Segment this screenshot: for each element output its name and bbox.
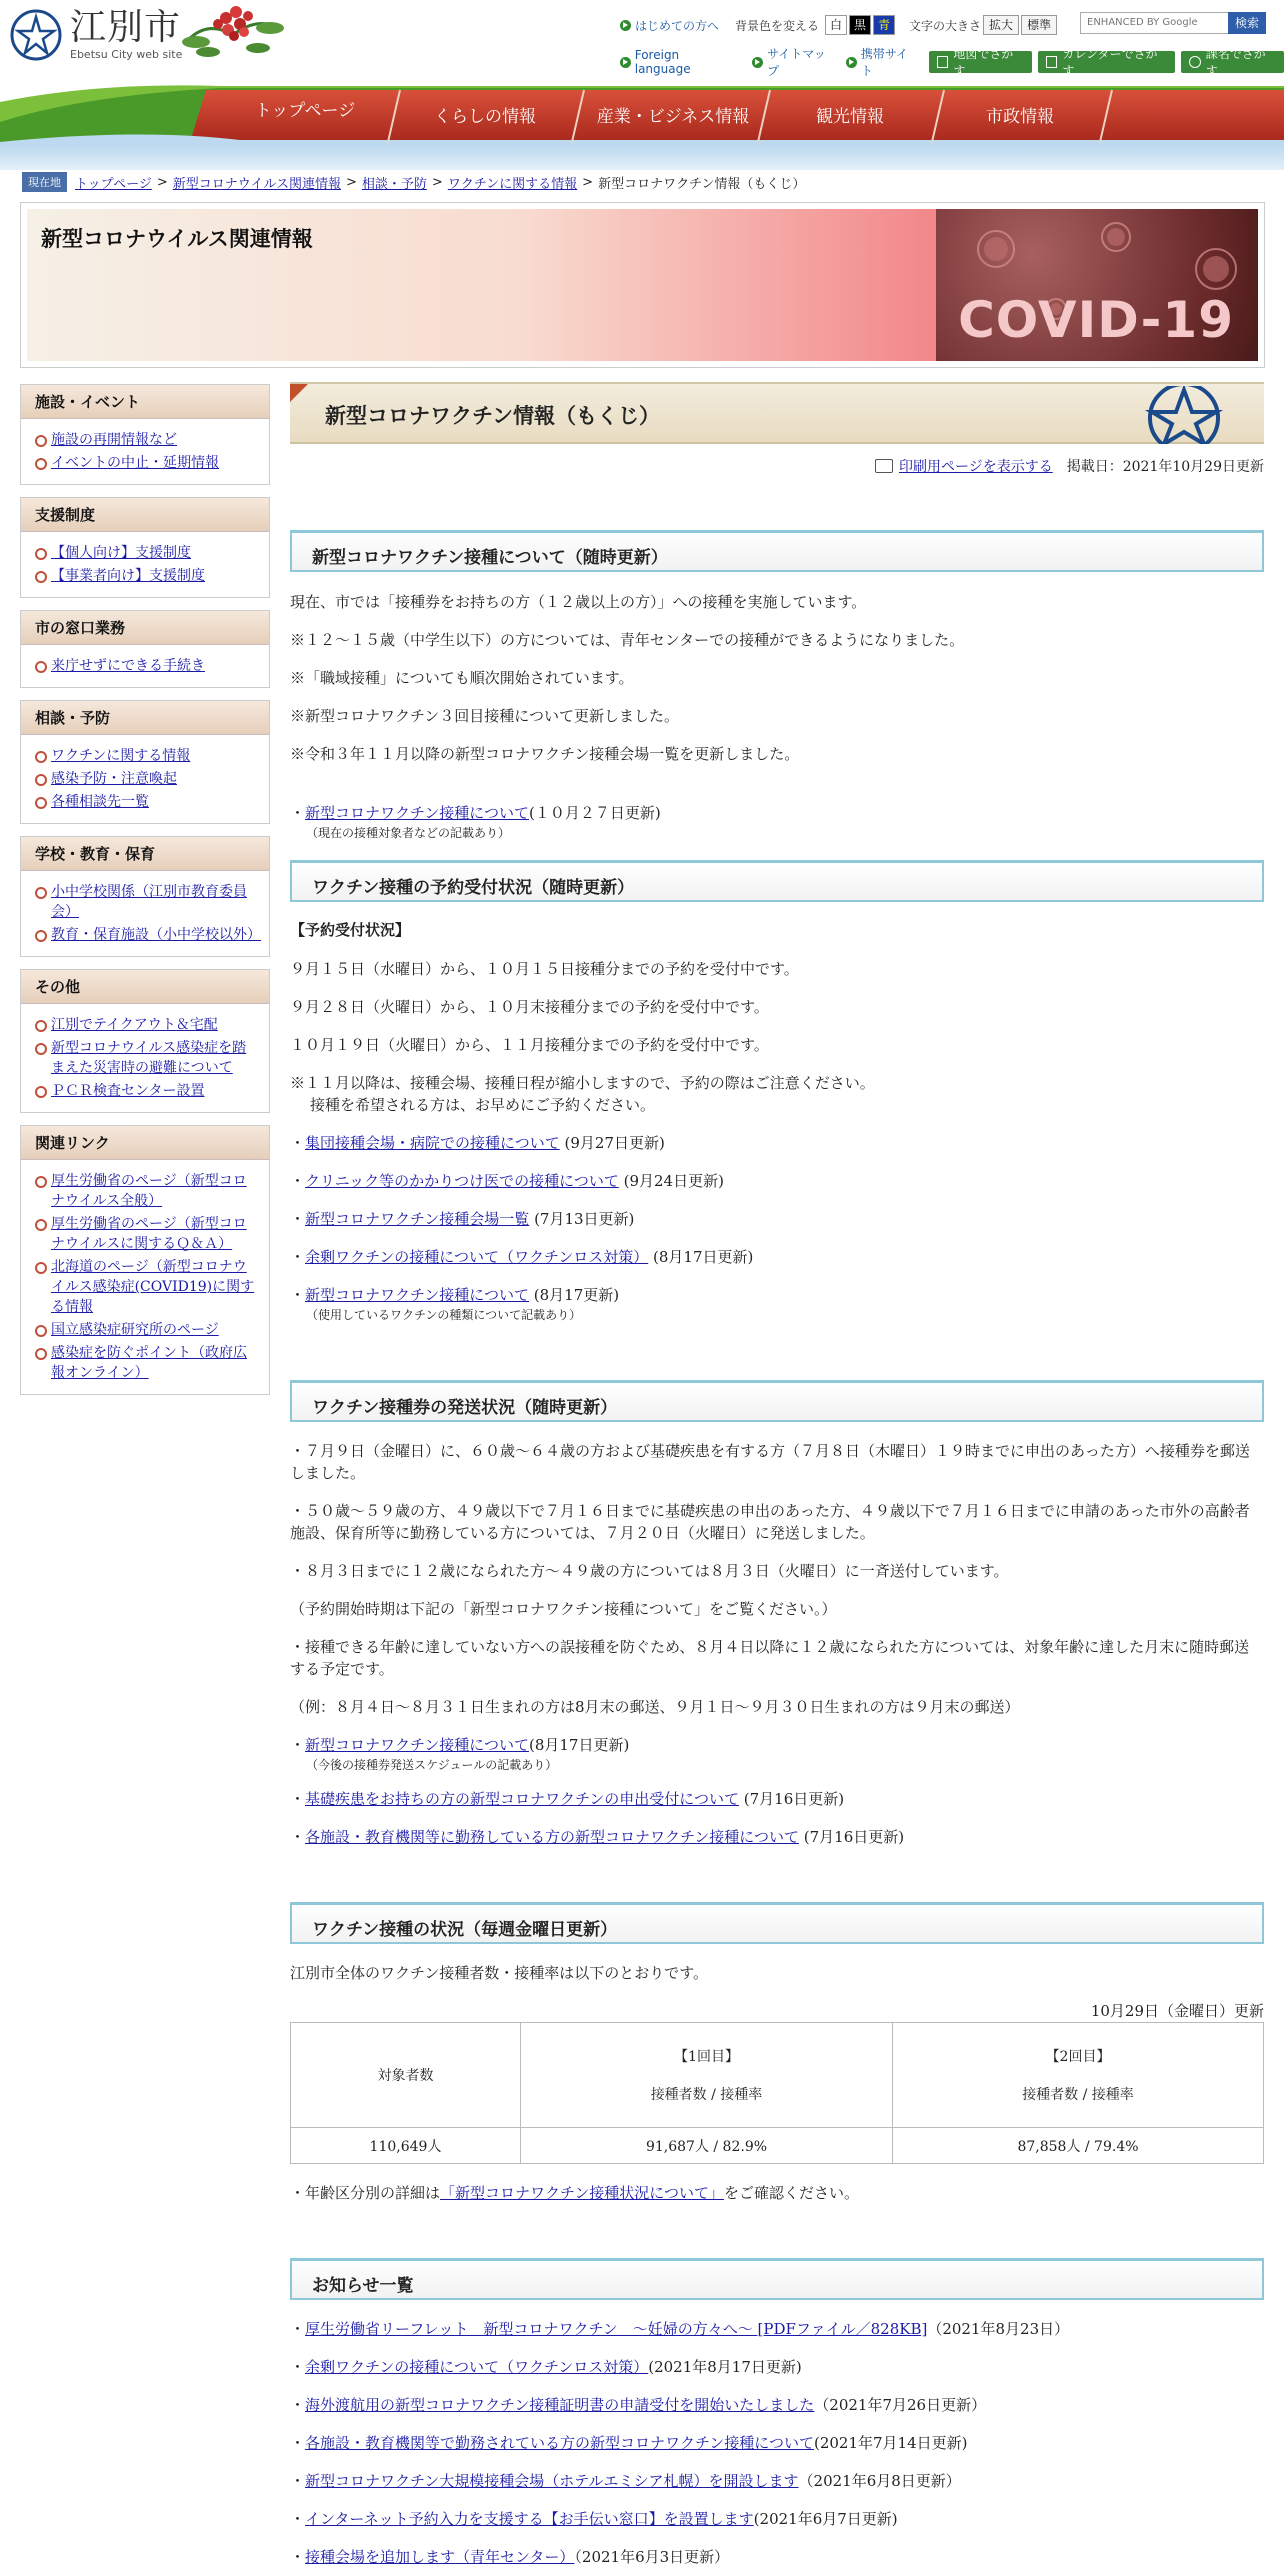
sidebar-item[interactable]: 感染症を防ぐポイント（政府広報オンライン） [33, 1343, 259, 1383]
sidebar-box-support [20, 497, 270, 598]
top-utility-row [620, 15, 1057, 35]
paragraph: （予約開始時期は下記の「新型コロナワクチン接種について」をご覧ください。） [290, 1600, 837, 1618]
paragraph: ※「職域接種」についても順次開始されています。 [290, 669, 634, 687]
covid-banner-text: COVID-19 [958, 291, 1234, 349]
arrow-bullet-icon [620, 20, 631, 31]
nav-top-page[interactable]: トップページ [254, 100, 356, 121]
foreign-language-link[interactable]: Foreign language [620, 48, 736, 76]
paragraph: ・接種できる年齢に達していない方への誤接種を防ぐため、８月４日以降に１２歳になられた方については、対象年齢に達した月末に随時郵送する予定です。 [290, 1638, 1250, 1678]
sidebar-heading: 施設・イベント [21, 385, 269, 419]
paragraph: ・８月３日までに１２歳になられた方～４９歳の方については８月３日（火曜日）に一斉送付しています。 [290, 1562, 1009, 1580]
table-header-dose1: 【1回目】 接種者数 / 接種率 [521, 2023, 893, 2128]
sidebar-item[interactable]: 感染予防・注意喚起 [33, 769, 259, 789]
vaccination-stats-table [290, 2022, 1264, 2164]
link-item: ・余剰ワクチンの接種について（ワクチンロス対策） (8月17日更新) [290, 1248, 754, 1266]
paragraph: ・５０歳～５９歳の方、４９歳以下で７月１６日までに基礎疾患の申出のあった方、４９歳以下で７月１６日までに申請のあった市外の高齢者施設、保育所等に勤務している方については、７月２０日（火曜日）に発送しました。 [290, 1502, 1250, 1542]
paragraph: ９月２８日（火曜日）から、１０月末接種分までの予約を受付中です。 [290, 998, 769, 1016]
sidebar-box-facilities [20, 384, 270, 485]
sidebar-heading: 相談・予防 [21, 701, 269, 735]
sidebar-item[interactable]: ワクチンに関する情報 [33, 746, 259, 766]
person-icon [1189, 56, 1201, 68]
font-size-label: 文字の大きさ [909, 18, 982, 33]
paragraph: ・年齢区分別の詳細は「新型コロナワクチン接種状況について」をご確認ください。 [290, 2184, 859, 2202]
venue-list-link[interactable]: 新型コロナワクチン接種会場一覧 [305, 1210, 530, 1228]
sidebar-heading: その他 [21, 970, 269, 1004]
sidebar-item[interactable]: 厚生労働省のページ（新型コロナウイルスに関するＱ＆Ａ） [33, 1214, 259, 1254]
sidebar [20, 384, 270, 1407]
notice-link[interactable]: インターネット予約入力を支援する【お手伝い窓口】を設置します [305, 2510, 754, 2528]
breadcrumb-link[interactable]: 新型コロナウイルス関連情報 [172, 176, 341, 192]
bg-color-label: 背景色を変える [735, 18, 820, 33]
mobile-site-link[interactable]: 携帯サイト [846, 45, 918, 79]
sky-strip [0, 146, 1284, 170]
sidebar-box-links [20, 1125, 270, 1395]
paragraph: ※１２～１５歳（中学生以下）の方については、青年センターでの接種ができるようになりました。 [290, 631, 965, 649]
sidebar-item[interactable]: 【個人向け】支援制度 [33, 543, 259, 563]
section-heading: ワクチン接種券の発送状況（随時更新） [290, 1380, 1264, 1422]
notice-item: ・各施設・教育機関等で勤務されている方の新型コロナワクチン接種について(2021年7月14日更新) [290, 2434, 968, 2452]
calendar-search-button[interactable]: カレンダーでさがす [1038, 51, 1175, 73]
bg-white-button[interactable]: 白 [825, 15, 847, 35]
page-title-bar [290, 382, 1264, 444]
section-banner [20, 202, 1265, 368]
font-enlarge-button[interactable]: 拡大 [983, 15, 1019, 35]
sidebar-item[interactable]: 北海道のページ（新型コロナウイルス感染症(COVID19)に関する情報 [33, 1257, 259, 1317]
sidebar-heading: 支援制度 [21, 498, 269, 532]
section-heading: ワクチン接種の状況（毎週金曜日更新） [290, 1902, 1264, 1944]
sidebar-heading: 学校・教育・保育 [21, 837, 269, 871]
logo-title: 江別市 [70, 7, 182, 48]
table-cell-target: 110,649人 [291, 2128, 521, 2164]
arrow-bullet-icon [846, 57, 857, 68]
link-note: （現在の接種対象者などの記載あり） [306, 826, 511, 840]
paragraph: ※新型コロナワクチン３回目接種について更新しました。 [290, 707, 679, 725]
section-heading: お知らせ一覧 [290, 2258, 1264, 2300]
facility-worker-link[interactable]: 各施設・教育機関等に勤務している方の新型コロナワクチン接種について [305, 1828, 799, 1846]
link-item: ・基礎疾患をお持ちの方の新型コロナワクチンの申出受付について (7月16日更新) [290, 1790, 845, 1808]
paragraph: （例：８月４日～８月３１日生まれの方は8月末の郵送、９月１日～９月３０日生まれの方は９月末の郵送） [290, 1698, 1020, 1716]
font-normal-button[interactable]: 標準 [1021, 15, 1057, 35]
sidebar-item[interactable]: 江別でテイクアウト＆宅配 [33, 1015, 259, 1035]
breadcrumb-link[interactable]: 相談・予防 [361, 176, 427, 192]
link-item: ・クリニック等のかかりつけ医での接種について (9月24日更新) [290, 1172, 724, 1190]
paragraph: 現在、市では「接種券をお持ちの方（１２歳以上の方）」への接種を実施しています。 [290, 593, 867, 611]
sidebar-box-consult [20, 700, 270, 824]
vaccine-info-link[interactable]: 新型コロナワクチン接種について [305, 804, 529, 822]
sidebar-item[interactable]: 国立感染症研究所のページ [33, 1320, 259, 1340]
notice-link[interactable]: 接種会場を追加します（青年センター） [305, 2548, 575, 2566]
paragraph: ９月１５日（水曜日）から、１０月１５日接種分までの予約を受付中です。 [290, 960, 799, 978]
notice-link[interactable]: 海外渡航用の新型コロナワクチン接種証明書の申請受付を開始いたしました [305, 2396, 815, 2414]
site-header [0, 0, 1284, 170]
breadcrumb-link[interactable]: トップページ [75, 176, 152, 192]
sidebar-box-counter [20, 610, 270, 688]
link-note: （使用しているワクチンの種類について記載あり） [306, 1308, 582, 1322]
current-location-badge: 現在地 [22, 172, 67, 192]
calendar-icon [1046, 56, 1058, 68]
link-item: ・集団接種会場・病院での接種について (9月27日更新) [290, 1134, 665, 1152]
link-item: ・各施設・教育機関等に勤務している方の新型コロナワクチン接種について (7月16日更新) [290, 1828, 905, 1846]
sidebar-item[interactable]: イベントの中止・延期情報 [33, 453, 259, 473]
section-heading: ワクチン接種の予約受付状況（随時更新） [290, 860, 1264, 902]
map-icon [937, 56, 949, 68]
search-button[interactable]: 検索 [1228, 12, 1266, 34]
arrow-bullet-icon [752, 57, 763, 68]
subheading: 【予約受付状況】 [290, 921, 411, 939]
sidebar-item[interactable]: 【事業者向け】支援制度 [33, 566, 259, 586]
clinic-vaccination-link[interactable]: クリニック等のかかりつけ医での接種について [305, 1172, 619, 1190]
table-cell-dose1: 91,687人 / 82.9% [521, 2128, 893, 2164]
underlying-disease-link[interactable]: 基礎疾患をお持ちの方の新型コロナワクチンの申出受付について [305, 1790, 739, 1808]
printer-icon [875, 459, 893, 473]
nav-tourism[interactable]: 観光情報 [816, 106, 884, 127]
table-header-dose2: 【2回目】 接種者数 / 接種率 [893, 2023, 1264, 2128]
notice-link[interactable]: 新型コロナワクチン大規模接種会場（ホテルエミシア札幌）を開設します [305, 2472, 799, 2490]
surplus-vaccine-link[interactable]: 余剰ワクチンの接種について（ワクチンロス対策） [305, 1248, 649, 1266]
bg-black-button[interactable]: 黒 [849, 15, 871, 35]
sidebar-item[interactable]: 新型コロナウイルス感染症を踏まえた災害時の避難について [33, 1038, 259, 1078]
breadcrumb-current: 新型コロナワクチン情報（もくじ） [598, 176, 806, 192]
bg-blue-button[interactable]: 青 [873, 15, 895, 35]
table-cell-dose2: 87,858人 / 79.4% [893, 2128, 1264, 2164]
paragraph: 江別市全体のワクチン接種者数・接種率は以下のとおりです。 [290, 1964, 709, 1982]
sidebar-box-other [20, 969, 270, 1113]
paragraph: ※令和３年１１月以降の新型コロナワクチン接種会場一覧を更新しました。 [290, 745, 800, 763]
notice-item: ・インターネット予約入力を支援する【お手伝い窓口】を設置します(2021年6月7日更新) [290, 2510, 898, 2528]
notice-link[interactable]: 厚生労働省リーフレット 新型コロナワクチン ～妊婦の方々へ～ [PDFファイル／828KB] [305, 2320, 928, 2338]
group-vaccination-link[interactable]: 集団接種会場・病院での接種について [305, 1134, 560, 1152]
banner-title: 新型コロナウイルス関連情報 [41, 227, 313, 251]
top-link-row [620, 45, 1284, 79]
posted-date: 掲載日：2021年10月29日更新 [1066, 459, 1264, 475]
nav-business[interactable]: 産業・ビジネス情報 [596, 106, 750, 127]
covid-banner-image [936, 209, 1258, 361]
paragraph: ※１１月以降は、接種会場、接種日程が縮小しますので、予約の際はご注意ください。 [290, 1074, 875, 1092]
section-search-button[interactable]: 課名でさがす [1181, 51, 1284, 73]
vaccination-status-link[interactable]: 「新型コロナワクチン接種状況について」 [440, 2184, 724, 2202]
print-row [875, 456, 1264, 476]
logo-subtitle: Ebetsu City web site [70, 48, 183, 61]
sidebar-item[interactable]: 教育・保育施設（小中学校以外） [33, 925, 259, 945]
link-item: ・新型コロナワクチン接種について(１０月２７日更新) [290, 804, 661, 822]
notice-item: ・厚生労働省リーフレット 新型コロナワクチン ～妊婦の方々へ～ [PDFファイル／828KB]（2021年8月23日） [290, 2320, 1070, 2338]
page-title: 新型コロナワクチン情報（もくじ） [325, 404, 660, 428]
sidebar-item[interactable]: ＰＣＲ検査センター設置 [33, 1081, 259, 1101]
notice-link[interactable]: 余剰ワクチンの接種について（ワクチンロス対策） [305, 2358, 649, 2376]
vaccine-info-link[interactable]: 新型コロナワクチン接種について [305, 1286, 529, 1304]
table-header-target: 対象者数 [291, 2023, 521, 2128]
paragraph: 接種を希望される方は、お早めにご予約ください。 [310, 1096, 656, 1114]
notice-item: ・接種会場を追加します（青年センター）（2021年6月3日更新） [290, 2548, 730, 2566]
nav-city-admin[interactable]: 市政情報 [986, 106, 1054, 127]
nanakamado-berry-icon [178, 0, 288, 66]
sidebar-item[interactable]: 施設の再開情報など [33, 430, 259, 450]
city-star-icon [1124, 386, 1244, 444]
sidebar-item[interactable]: 厚生労働省のページ（新型コロナウイルス全般） [33, 1171, 259, 1211]
vaccine-info-link[interactable]: 新型コロナワクチン接種について [305, 1736, 529, 1754]
paragraph: １０月１９日（火曜日）から、１１月接種分までの予約を受付中です。 [290, 1036, 769, 1054]
notice-item: ・新型コロナワクチン大規模接種会場（ホテルエミシア札幌）を開設します（2021年6月8日更新） [290, 2472, 961, 2490]
arrow-bullet-icon [620, 57, 631, 68]
search-input[interactable]: ENHANCED BY Google [1080, 12, 1260, 34]
breadcrumb-link[interactable]: ワクチンに関する情報 [447, 176, 578, 192]
link-item: ・新型コロナワクチン接種について(8月17日更新) [290, 1736, 630, 1754]
sidebar-item[interactable]: 小中学校関係（江別市教育委員会） [33, 882, 259, 922]
notice-item: ・海外渡航用の新型コロナワクチン接種証明書の申請受付を開始いたしました（2021年7月26日更新） [290, 2396, 987, 2414]
nav-living[interactable]: くらしの情報 [434, 106, 536, 127]
sidebar-box-school [20, 836, 270, 957]
sidebar-heading: 市の窓口業務 [21, 611, 269, 645]
link-item: ・新型コロナワクチン接種について (8月17更新) [290, 1286, 620, 1304]
stats-updated-date: 10月29日（金曜日）更新 [1090, 2002, 1264, 2020]
link-note: （今後の接種券発送スケジュールの記載あり） [306, 1758, 558, 1772]
print-page-link[interactable]: 印刷用ページを表示する [899, 459, 1053, 475]
main-nav [0, 82, 1284, 146]
paragraph: ・７月９日（金曜日）に、６０歳～６４歳の方および基礎疾患を有する方（７月８日（木曜日）１９時までに申出のあった方）へ接種券を郵送しました。 [290, 1442, 1250, 1482]
notice-item: ・余剰ワクチンの接種について（ワクチンロス対策）(2021年8月17日更新) [290, 2358, 802, 2376]
breadcrumb: 現在地 トップページ > 新型コロナウイルス関連情報 > 相談・予防 > ワクチンに関する情報 > 新型コロナワクチン情報（もくじ） [22, 172, 805, 192]
sitemap-link[interactable]: サイトマップ [752, 45, 836, 79]
sidebar-item[interactable]: 各種相談先一覧 [33, 792, 259, 812]
sidebar-heading: 関連リンク [21, 1126, 269, 1160]
first-visit-link[interactable]: はじめての方へ [620, 17, 719, 34]
link-item: ・新型コロナワクチン接種会場一覧 (7月13日更新) [290, 1210, 635, 1228]
notice-link[interactable]: 各施設・教育機関等で勤務されている方の新型コロナワクチン接種について [305, 2434, 814, 2452]
map-search-button[interactable]: 地図でさがす [929, 51, 1032, 73]
site-logo[interactable] [10, 8, 182, 61]
sidebar-item[interactable]: 来庁せずにできる手続き [33, 656, 259, 676]
city-emblem-icon [10, 9, 62, 61]
section-heading: 新型コロナワクチン接種について（随時更新） [290, 530, 1264, 572]
